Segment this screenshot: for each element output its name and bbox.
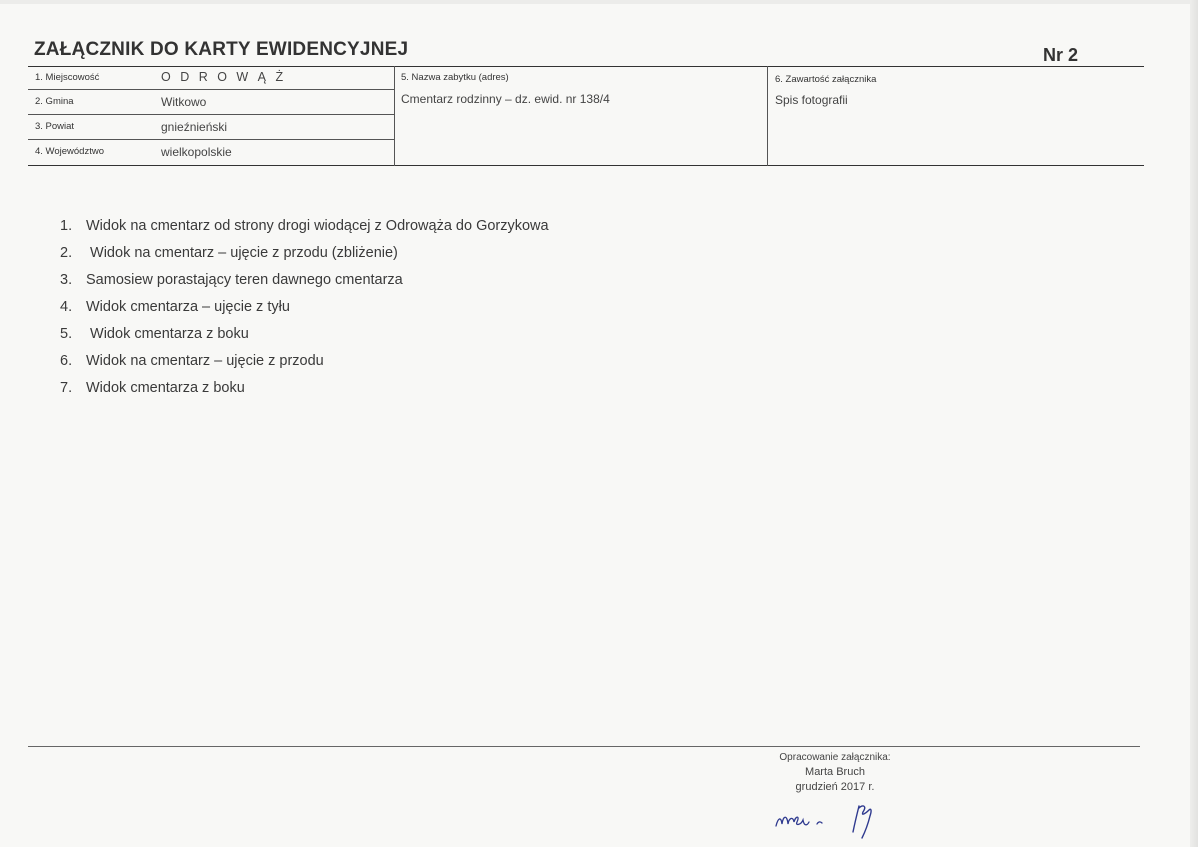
list-item-number: 2. xyxy=(60,245,73,261)
footer-date: grudzień 2017 r. xyxy=(795,781,875,793)
list-item-number: 5. xyxy=(60,326,73,342)
scan-edge-right xyxy=(1190,0,1198,847)
attachment-number: Nr 2 xyxy=(1043,45,1079,65)
list-item-text: Samosiew porastający teren dawnego cmentarza xyxy=(86,272,403,288)
list-item-text: Widok cmentarza – ujęcie z tyłu xyxy=(86,299,290,315)
photo-list xyxy=(60,218,549,407)
field-label-gmina: 2. Gmina xyxy=(35,96,74,107)
form-column-divider xyxy=(394,66,395,166)
list-item-number: 1. xyxy=(60,218,73,234)
list-item-number: 3. xyxy=(60,272,73,288)
list-item xyxy=(60,272,549,299)
list-item-number: 7. xyxy=(60,380,73,396)
list-item xyxy=(60,299,549,326)
field-label-wojewodztwo: 4. Województwo xyxy=(35,146,104,157)
form-row-divider xyxy=(28,114,394,115)
document-title: ZAŁĄCZNIK DO KARTY EWIDENCYJNEJ xyxy=(34,39,409,60)
field-value-zawartosc: Spis fotografii xyxy=(775,93,848,107)
field-value-wojewodztwo: wielkopolskie xyxy=(161,145,232,159)
list-item xyxy=(60,326,549,353)
field-value-nazwa: Cmentarz rodzinny – dz. ewid. nr 138/4 xyxy=(401,92,610,106)
list-item xyxy=(60,245,549,272)
list-item-text: Widok cmentarza z boku xyxy=(86,326,249,342)
list-item-text: Widok na cmentarz od strony drogi wiodącej z Odrowąża do Gorzykowa xyxy=(86,218,549,234)
list-item xyxy=(60,218,549,245)
field-value-gmina: Witkowo xyxy=(161,95,207,109)
list-item-number: 4. xyxy=(60,299,73,315)
form-row-divider xyxy=(28,89,394,90)
footer-divider xyxy=(28,746,1140,747)
list-item-text: Widok na cmentarz – ujęcie z przodu (zbliżenie) xyxy=(86,245,398,261)
form-top-border xyxy=(28,66,1144,67)
form-column-divider xyxy=(767,66,768,166)
field-label-miejscowosc: 1. Miejscowość xyxy=(35,72,100,83)
footer-credits xyxy=(760,750,910,795)
list-item-number: 6. xyxy=(60,353,73,369)
field-label-powiat: 3. Powiat xyxy=(35,121,75,132)
footer-author: Marta Bruch xyxy=(805,766,865,778)
handwritten-signature xyxy=(773,800,903,840)
field-value-powiat: gnieźnieński xyxy=(161,120,228,134)
field-value-miejscowosc: O D R O W Ą Ż xyxy=(161,70,287,84)
field-label-zawartosc: 6. Zawartość załącznika xyxy=(775,74,877,85)
footer-label: Opracowanie załącznika: xyxy=(779,752,891,763)
form-bottom-border xyxy=(28,165,1144,166)
field-label-nazwa: 5. Nazwa zabytku (adres) xyxy=(401,72,509,83)
list-item xyxy=(60,353,549,380)
list-item xyxy=(60,380,549,407)
scan-edge-top xyxy=(0,0,1198,4)
form-row-divider xyxy=(28,139,394,140)
list-item-text: Widok cmentarza z boku xyxy=(86,380,245,396)
list-item-text: Widok na cmentarz – ujęcie z przodu xyxy=(86,353,324,369)
